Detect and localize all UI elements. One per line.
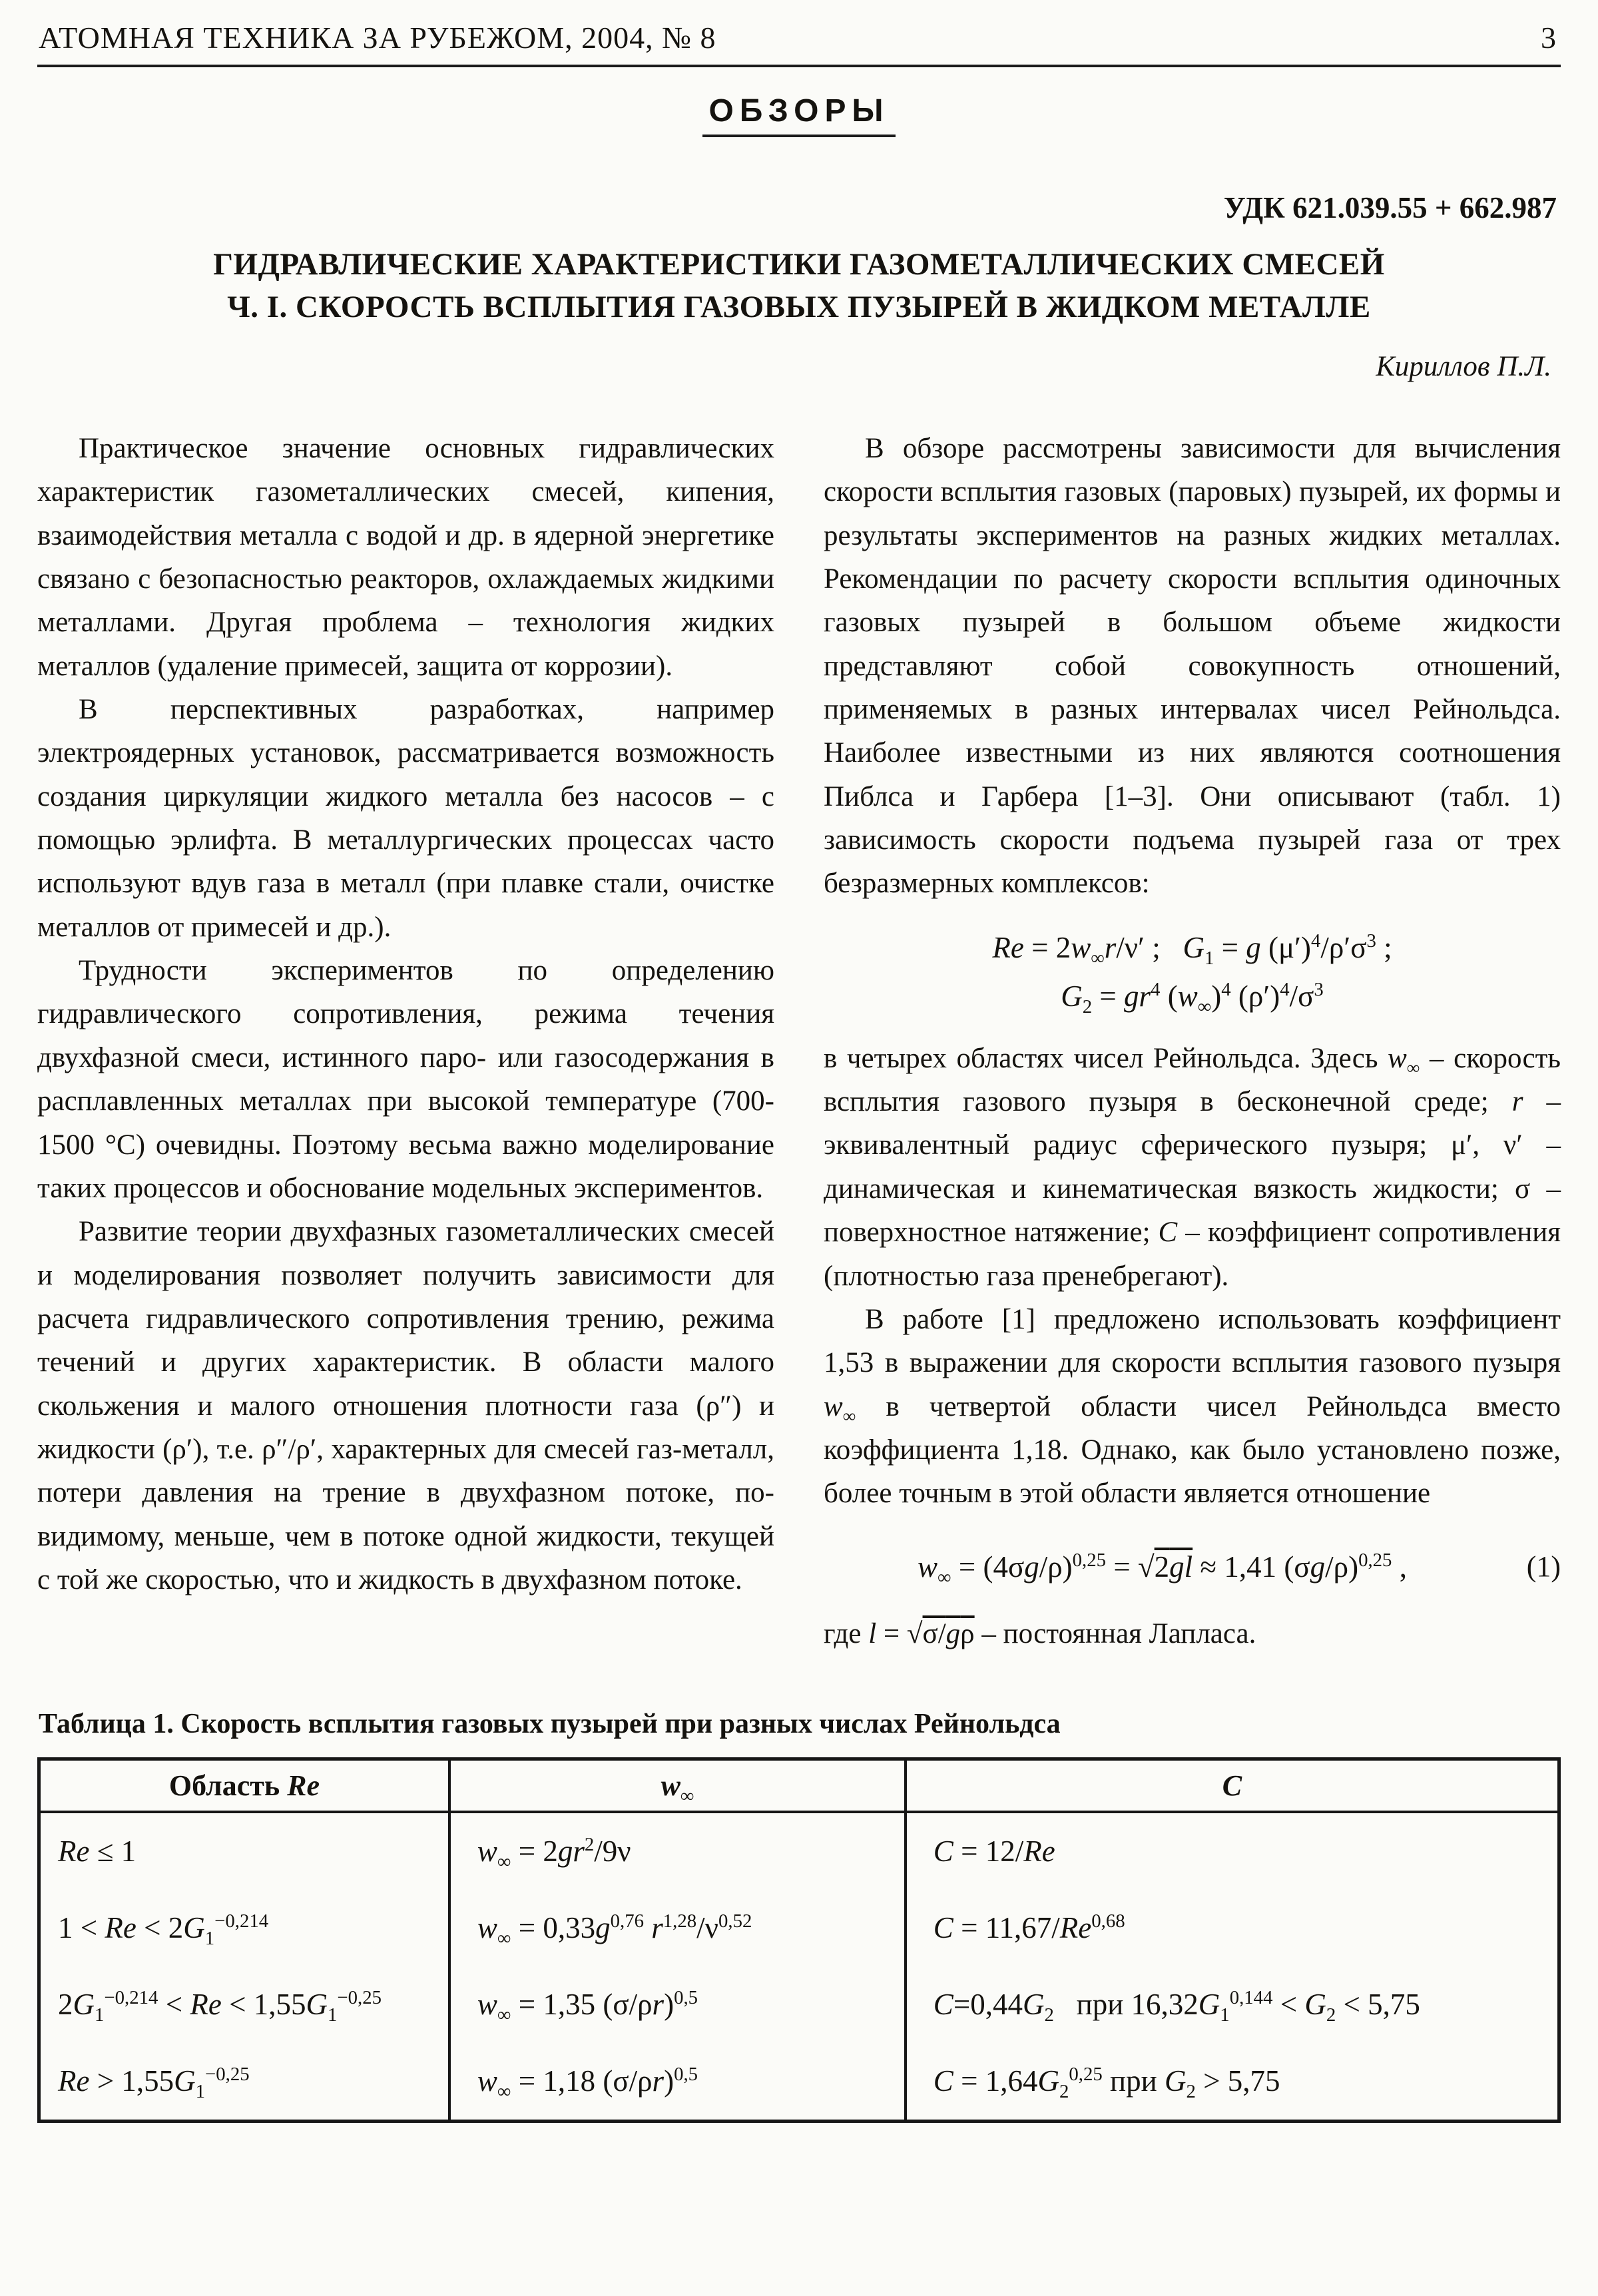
cell-drag-coefficient: C = 11,67/Re$^{0,68}$ [906,1890,1559,1966]
table-row [39,1812,1559,1890]
left-column [37,427,774,1656]
section-label: ОБЗОРЫ [702,93,896,137]
right-column [824,427,1561,1656]
col-header-re-region: Область Re [39,1759,449,1812]
article-title-line1: ГИДРАВЛИЧЕСКИЕ ХАРАКТЕРИСТИКИ ГАЗОМЕТАЛЛИЧЕСКИХ СМЕСЕЙ [213,247,1385,282]
table-row [39,2043,1559,2122]
formula-1-body: $w_\infty = (4\sigma g/\rho)^{0,25} = √2gl \approx 1,41$ $(\sigma g/\rho)^{0,25}$ , [918,1549,1407,1588]
paragraph-airlift: В перспективных разработках, например электроядерных установок, рассматривается возможность создания циркуляции жидкого металла без насосов – с помощью эрлифта. В металлургических процессах часто используют вдув газа в металл (при плавке стали, очистке металлов от примесей и др.). [37,693,774,943]
paragraph-experiments: Трудности экспериментов по определению гидравлического сопротивления, режима течения двухфазной смеси, истинного паро- или газосодержания в расплавленных металлах при высокой температуре (700-1500 °С) очевидны. Поэтому весьма важно моделирование таких процессов и обоснование модельных экспериментов. [37,955,774,1204]
cell-re-region: Re ≤ 1 [58,1834,136,1868]
page-number: 3 [1541,21,1557,55]
table-caption: Таблица 1. Скорость всплытия газовых пузырей при разных числах Рейнольдса [39,1708,1061,1739]
paragraph-coefficient: В работе [1] предложено использовать коэффициент 1,53 в выражении для скорости всплытия газового пузыря $w_\infty$ в четвертой области чисел Рейнольдса вместо коэффициента 1,18. Однако, как было установлено позже, более точным в этой области является отношение [824,1303,1561,1510]
col-header-drag-coefficient: C [906,1759,1559,1812]
author-name: Кириллов П.Л. [1376,350,1551,382]
cell-velocity: $w_\infty = 0,33g^{0,76}$ $r^{1,28}/\nu^{0,52}$ [449,1890,906,1966]
section-label-wrap [37,93,1561,137]
table-block [37,1708,1561,2123]
bubble-velocity-table [37,1757,1561,2123]
paragraph-notation: в четырех областях чисел Рейнольдса. Здесь $w_\infty$ – скорость всплытия газового пузыря в бесконечной среде; r – эквивалентный радиус сферического пузыря; μ′, ν′ – динамическая и кинематическая вязкость жидкости; σ – поверхностное натяжение; C – коэффициент сопротивления (плотностью газа пренебрегают). [824,1042,1561,1292]
cell-drag-coefficient: C = 12/Re [906,1812,1559,1890]
article-title-line2: Ч. I. СКОРОСТЬ ВСПЛЫТИЯ ГАЗОВЫХ ПУЗЫРЕЙ В ЖИДКОМ МЕТАЛЛЕ [227,289,1371,324]
formula-1-number: (1) [1526,1550,1561,1583]
formula-dimensionless-line1: $Re = 2w_\infty r/\nu'$ ; $G_1 = g$ $(\mu')^4/\rho'\sigma^3$ ; [992,930,1392,969]
cell-velocity: $w_\infty = 1,35$ $(\sigma/\rho r)^{0,5}$ [449,1966,906,2043]
col-header-velocity: $w_\infty$ [449,1759,906,1812]
formula-1 [824,1545,1561,1590]
formula-dimensionless-line2: $G_2 = gr^4$ $(w_\infty)^4$ $(\rho')^4/\sigma^3$ [1061,979,1324,1018]
udc-code: УДК 621.039.55 + 662.987 [1223,191,1557,224]
article-body [37,427,1561,1656]
cell-velocity: $w_\infty = 2gr^2/9\nu$ [449,1812,906,1890]
article-title [44,244,1554,329]
running-head [37,17,1561,67]
table-header-row [39,1759,1559,1812]
paragraph-review: В обзоре рассмотрены зависимости для вычисления скорости всплытия газовых (паровых) пузырей, их формы и результаты экспериментов на разных жидких металлах. Рекомендации по расчету скорости всплытия одиночных газовых пузырей в большом объеме жидкости представляют собой совокупность отношений, применяемых в разных интервалах чисел Рейнольдса. Наиболее известными из них являются соотношения Пиблса и Гарбера [1–3]. Они описывают (табл. 1) зависимость скорости подъема пузырей газа от трех безразмерных комплексов: [824,432,1561,900]
cell-re-region: $2G_1^{-0,214} < Re < 1,55G_1^{-0,25}$ [58,1986,382,2026]
cell-drag-coefficient: $C=0,44G_2$ при $16,32G_1^{0,144} < G_2 < 5,75$ [906,1966,1559,2043]
journal-title: АТОМНАЯ ТЕХНИКА ЗА РУБЕЖОМ, 2004, № 8 [39,21,716,55]
table-row [39,1890,1559,1966]
cell-re-region: $Re > 1,55G_1^{-0,25}$ [58,2063,250,2102]
paragraph-laplace: где l = √σ/gρ – постоянная Лапласа. [824,1618,1256,1650]
paragraph-theory: Развитие теории двухфазных газометаллических смесей и моделирования позволяет получить зависимости для расчета гидравлического сопротивления трению, режима течений и других характеристик. В области малого скольжения и малого отношения плотности газа (ρ″) и жидкости (ρ′), т.е. ρ″/ρ′, характерных для смесей газ-металл, потери давления на трение в двухфазном потоке, по-видимому, меньше, чем в потоке одной жидкости, текущей с той же скоростью, что и жидкость в двухфазном потоке. [37,1216,774,1596]
paragraph-intro: Практическое значение основных гидравлических характеристик газометаллических смесей, кипения, взаимодействия металла с водой и др. в ядерной энергетике связано с безопасностью реакторов, охлаждаемых жидкими металлами. Другая проблема – технология жидких металлов (удаление примесей, защита от коррозии). [37,432,774,682]
cell-velocity: $w_\infty = 1,18$ $(\sigma/\rho r)^{0,5}$ [449,2043,906,2122]
cell-re-region: $1 < Re < 2G_1^{-0,214}$ [58,1910,269,1949]
table-row [39,1966,1559,2043]
cell-drag-coefficient: $C = 1,64G_2^{0,25}$ при $G_2 > 5,75$ [906,2043,1559,2122]
